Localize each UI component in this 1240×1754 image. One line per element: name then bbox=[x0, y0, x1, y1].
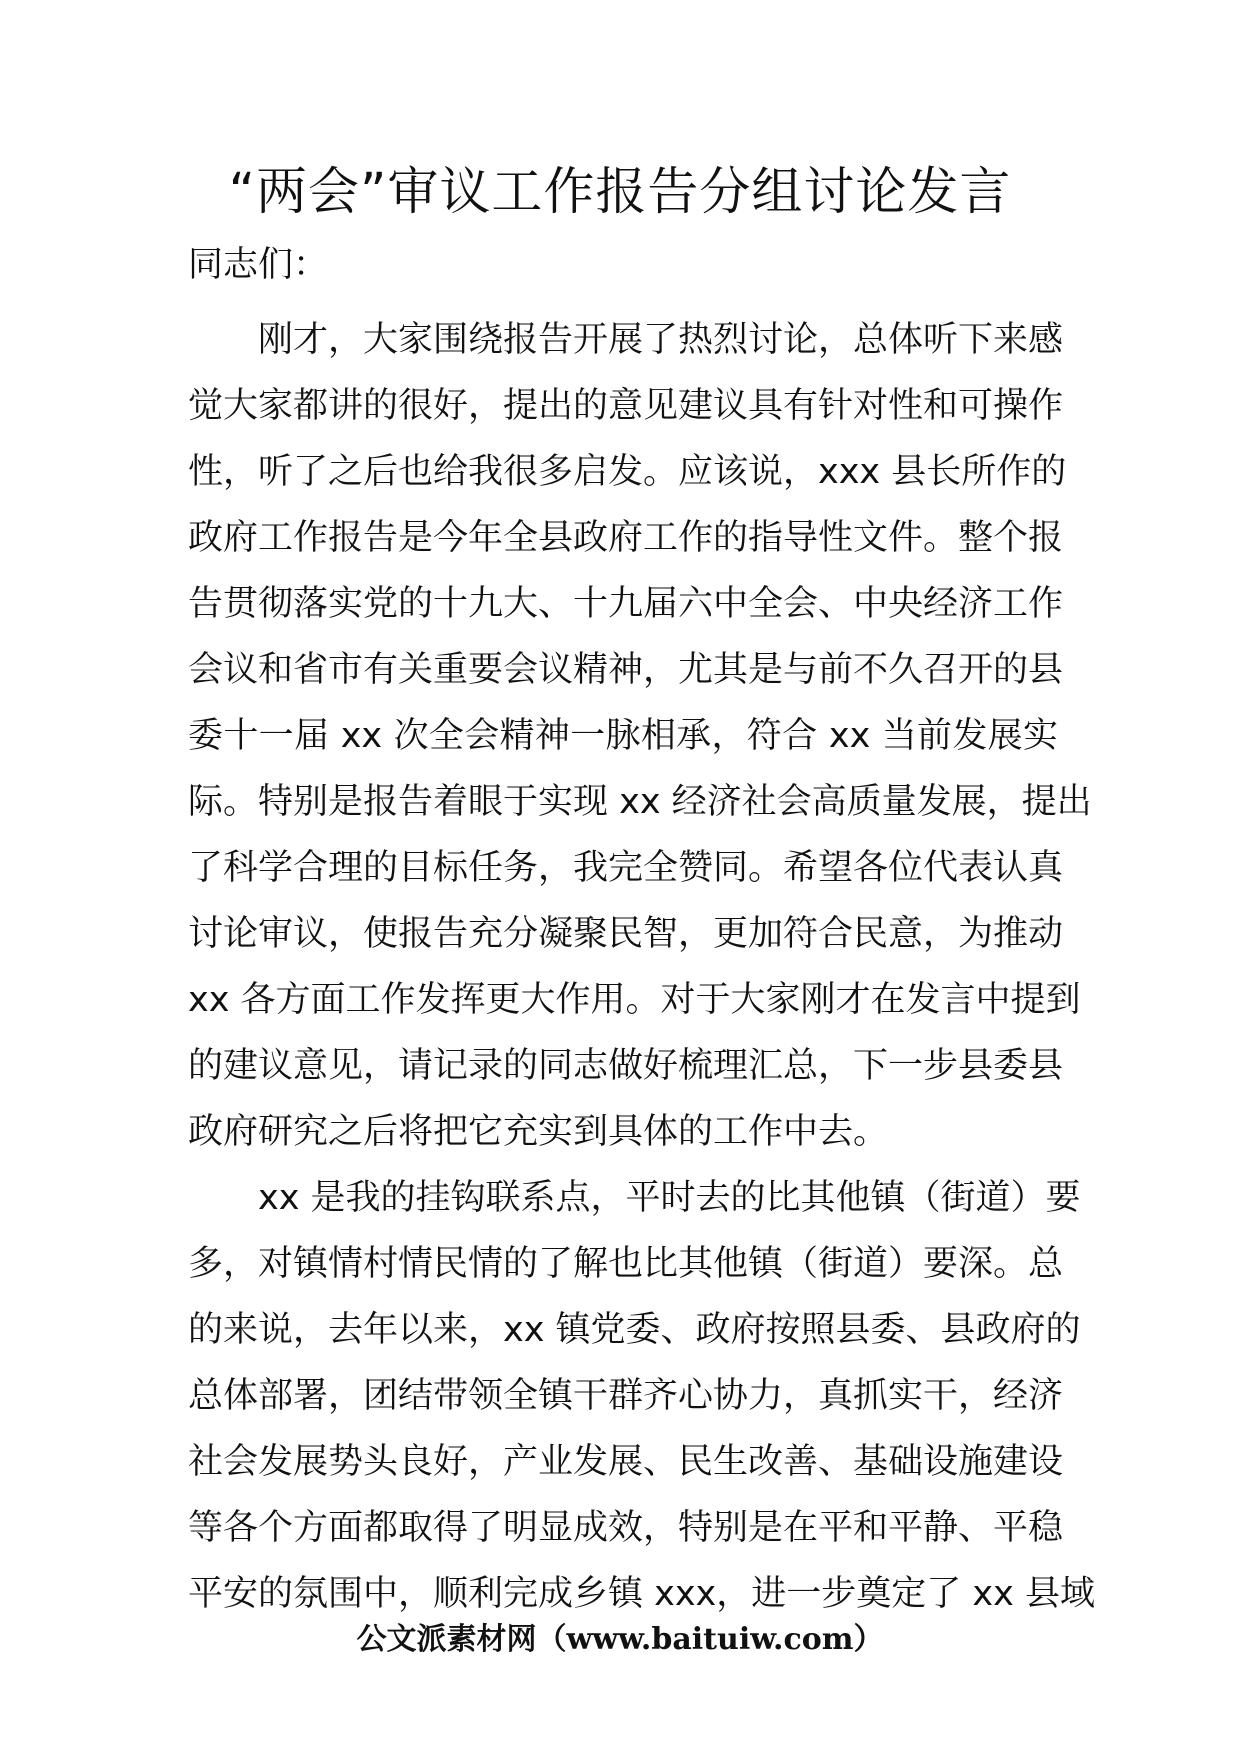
paragraph-1 bbox=[188, 307, 1092, 1165]
paragraph-line: 的来说，去年以来，xx 镇党委、政府按照县委、县政府的 bbox=[188, 1310, 1081, 1350]
paragraph-line: 政府工作报告是今年全县政府工作的指导性文件。整个报 bbox=[188, 518, 1064, 558]
paragraph-line: 多，对镇情村情民情的了解也比其他镇（街道）要深。总 bbox=[188, 1244, 1064, 1284]
paragraph-line: xx 各方面工作发挥更大作用。对于大家刚才在发言中提到 bbox=[188, 980, 1081, 1020]
paragraph-line: 会议和省市有关重要会议精神，尤其是与前不久召开的县 bbox=[188, 650, 1064, 690]
paragraph-line: 告贯彻落实党的十九大、十九届六中全会、中央经济工作 bbox=[188, 584, 1064, 624]
paragraph-line: 平安的氛围中，顺利完成乡镇 xxx，进一步奠定了 xx 县域 bbox=[188, 1574, 1095, 1614]
document-title: “两会”审议工作报告分组讨论发言 bbox=[228, 163, 1012, 222]
paragraph-line: 刚才，大家围绕报告开展了热烈讨论，总体听下来感 bbox=[258, 320, 1064, 360]
paragraph-line: 政府研究之后将把它充实到具体的工作中去。 bbox=[188, 1112, 889, 1152]
paragraph-line: 性，听了之后也给我很多启发。应该说，xxx 县长所作的 bbox=[188, 452, 1067, 492]
paragraph-2 bbox=[188, 1165, 1095, 1627]
document-body bbox=[188, 235, 1095, 1627]
paragraph-line: 了科学合理的目标任务，我完全赞同。希望各位代表认真 bbox=[188, 848, 1064, 888]
paragraph-line: 觉大家都讲的很好，提出的意见建议具有针对性和可操作 bbox=[188, 386, 1064, 426]
paragraph-line: 的建议意见，请记录的同志做好梳理汇总，下一步县委县 bbox=[188, 1046, 1064, 1086]
paragraph-line: xx 是我的挂钩联系点，平时去的比其他镇（街道）要 bbox=[258, 1178, 1081, 1218]
paragraph-line: 社会发展势头良好，产业发展、民生改善、基础设施建设 bbox=[188, 1442, 1064, 1482]
footer-watermark: 公文派素材网（www.baituiw.com） bbox=[356, 1622, 884, 1657]
salutation: 同志们： bbox=[188, 245, 329, 285]
paragraph-line: 讨论审议，使报告充分凝聚民智，更加符合民意，为推动 bbox=[188, 914, 1064, 954]
paragraph-line: 总体部署，团结带领全镇干群齐心协力，真抓实干，经济 bbox=[188, 1376, 1064, 1416]
paragraph-line: 委十一届 xx 次全会精神一脉相承，符合 xx 当前发展实 bbox=[188, 716, 1058, 756]
paragraph-line: 等各个方面都取得了明显成效，特别是在平和平静、平稳 bbox=[188, 1508, 1064, 1548]
paragraph-line: 际。特别是报告着眼于实现 xx 经济社会高质量发展，提出 bbox=[188, 782, 1092, 822]
